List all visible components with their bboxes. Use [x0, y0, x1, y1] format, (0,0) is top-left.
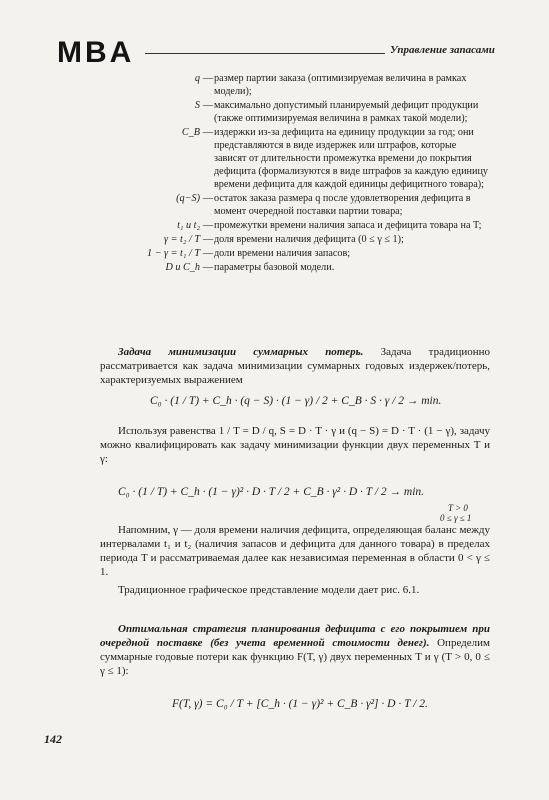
definition-text: промежутки времени наличия запаса и дефицита товара на T; [214, 220, 482, 231]
definition-text: параметры базовой модели. [214, 262, 335, 273]
definition-text: размер партии заказа (оптимизируемая величина в рамках модели); [214, 73, 467, 97]
section2-text: Определим суммарные годовые потери как функцию F(T, γ) двух переменных T и γ (T > 0, 0 ≤ γ ≤ 1): [100, 637, 490, 677]
section1-paragraph [100, 345, 490, 387]
page-number: 142 [44, 732, 62, 746]
definition-text: максимально допустимый планируемый дефицит продукции (также оптимизируемая величина в рамках такой модели); [214, 100, 479, 124]
definitions-list [100, 72, 490, 275]
definition-dash: — [202, 193, 214, 204]
definition-term: S [194, 100, 200, 111]
definition-dash: — [202, 127, 214, 138]
definition-dash: — [202, 248, 214, 259]
definition-text: издержки из-за дефицита на единицу продукции за год; они представляются в виде издержек или штрафов, которые зависят от длительности промежутка времени до покрытия дефицита (формализуются в виде штрафов за каждую единицу времени дефицита для каждой единицы дефицитного товара); [214, 127, 489, 190]
section1-heading: Задача минимизации суммарных потерь. [118, 346, 364, 358]
definition-term: q [194, 73, 200, 84]
paragraph-2: Используя равенства 1 / T = D / q, S = D · T · γ и (q − S) = D · T · (1 − γ), задачу можно квалифицировать как задачу минимизации функции двух переменных T и γ: [100, 425, 490, 465]
formula-2-condition-gamma: 0 ≤ γ ≤ 1 [440, 513, 472, 523]
definition-term: (q−S) [176, 193, 200, 204]
definition-item [100, 72, 490, 98]
definition-dash: — [202, 234, 214, 245]
section2-heading: Оптимальная стратегия планирования дефицита с его покрытием при очередной поставке (без учета временной стоимости денег). [100, 623, 490, 649]
definition-dash: — [202, 100, 214, 111]
paragraph-4: Традиционное графическое представление модели дает рис. 6.1. [118, 584, 420, 596]
definition-item [100, 247, 490, 260]
formula-2-main: C₀ · (1 / T) + C_h · (1 − γ)² · D · T / 2 + C_B · γ² · D · T / 2 → min. [118, 486, 425, 498]
section2-paragraph [100, 622, 490, 678]
logo: MBA [57, 36, 135, 69]
paragraph-3: Напомним, γ — доля времени наличия дефицита, определяющая баланс между интервалами t₁ и t₂ (наличия запасов и дефицита для данного товара) в пределах периода T и рассматриваемая далее как независимая переменная в области 0 < γ ≤ 1. [100, 524, 490, 578]
formula-2 [118, 486, 472, 523]
formula-1: C₀ · (1 / T) + C_h · (q − S) · (1 − γ) / 2 + C_B · S · γ / 2 → min. [150, 395, 442, 407]
definition-term: t₁ и t₂ [177, 220, 200, 231]
definition-item [100, 233, 490, 246]
definition-term: D и C_h [165, 262, 200, 273]
header-title: Управление запасами [390, 44, 495, 56]
definition-dash: — [202, 73, 214, 84]
definition-term: 1 − γ = t₁ / T [146, 248, 200, 259]
definition-item [100, 219, 490, 232]
definition-dash: — [202, 262, 214, 273]
definition-item [100, 192, 490, 218]
definition-item [100, 126, 490, 191]
definition-item [100, 261, 490, 274]
definition-text: остаток заказа размера q после удовлетворения дефицита в момент очередной поставки партии товара; [214, 193, 471, 217]
section1-text: Задача традиционно рассматривается как задача минимизации суммарных годовых издержек/потерь, характеризуемых выражением [100, 346, 490, 386]
definition-term: C_B [181, 127, 200, 138]
definition-text: доли времени наличия запасов; [214, 248, 351, 259]
header-rule [145, 53, 385, 54]
formula-2-condition-t: T > 0 [448, 503, 468, 513]
definition-dash: — [202, 220, 214, 231]
formula-3: F(T, γ) = C₀ / T + [C_h · (1 − γ)² + C_B · γ²] · D · T / 2. [172, 698, 428, 710]
definition-term: γ = t₂ / T [164, 234, 200, 245]
definition-item [100, 99, 490, 125]
definition-text: доля времени наличия дефицита (0 ≤ γ ≤ 1); [214, 234, 404, 245]
